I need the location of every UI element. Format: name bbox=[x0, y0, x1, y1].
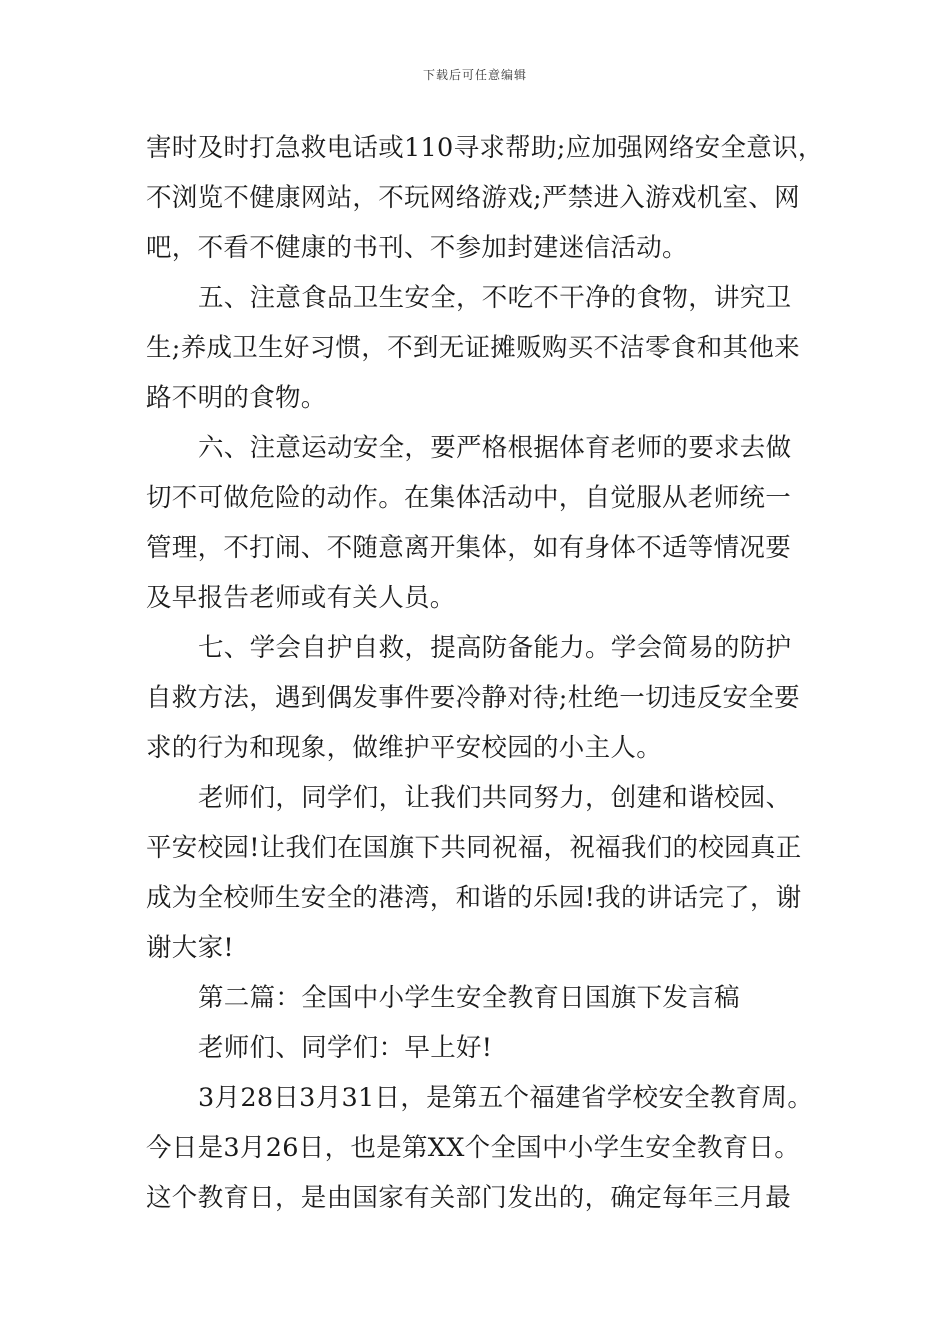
section-heading-part-two bbox=[146, 976, 816, 1026]
text-line: 自救方法，遇到偶发事件要冷静对待;杜绝一切违反安全要 bbox=[146, 683, 800, 713]
text-line: 切不可做危险的动作。在集体活动中，自觉服从老师统一 bbox=[146, 483, 792, 513]
paragraph-item-5-food-safety bbox=[146, 276, 816, 426]
text-line: 不浏览不健康网站，不玩网络游戏;严禁进入游戏机室、网 bbox=[146, 183, 800, 213]
paragraph-safety-network bbox=[146, 126, 824, 276]
paragraph-greeting bbox=[146, 1026, 816, 1076]
document-body bbox=[146, 126, 824, 1226]
paragraph-item-7-self-protection bbox=[146, 626, 816, 776]
text-line: 害时及时打急救电话或110寻求帮助;应加强网络安全意识， bbox=[146, 133, 824, 163]
text-line: 路不明的食物。 bbox=[146, 383, 327, 413]
text-line: 及早报告老师或有关人员。 bbox=[146, 583, 456, 613]
paragraph-item-6-sports-safety bbox=[146, 426, 816, 626]
text-line: 老师们，同学们，让我们共同努力，创建和谐校园、 bbox=[198, 783, 792, 813]
text-line: 老师们、同学们：早上好! bbox=[198, 1033, 493, 1063]
page-header: 下载后可任意编辑 bbox=[422, 68, 527, 82]
text-line: 平安校园!让我们在国旗下共同祝福，祝福我们的校园真正 bbox=[146, 833, 802, 863]
text-line: 吧，不看不健康的书刊、不参加封建迷信活动。 bbox=[146, 233, 688, 263]
text-line: 五、注意食品卫生安全，不吃不干净的食物，讲究卫 bbox=[198, 283, 792, 313]
paragraph-education-week bbox=[146, 1076, 816, 1226]
text-line: 谢大家! bbox=[146, 933, 234, 963]
paragraph-closing bbox=[146, 776, 816, 976]
text-line: 第二篇：全国中小学生安全教育日国旗下发言稿 bbox=[198, 983, 740, 1013]
text-line: 3月28日3月31日，是第五个福建省学校安全教育周。 bbox=[198, 1083, 814, 1113]
text-line: 这个教育日，是由国家有关部门发出的，确定每年三月最 bbox=[146, 1183, 792, 1213]
text-line: 成为全校师生安全的港湾，和谐的乐园!我的讲话完了，谢 bbox=[146, 883, 802, 913]
text-line: 生;养成卫生好习惯，不到无证摊贩购买不洁零食和其他来 bbox=[146, 333, 800, 363]
text-line: 六、注意运动安全，要严格根据体育老师的要求去做 bbox=[198, 433, 792, 463]
text-line: 七、学会自护自救，提高防备能力。学会简易的防护 bbox=[198, 633, 792, 663]
text-line: 管理，不打闹、不随意离开集体，如有身体不适等情况要 bbox=[146, 533, 792, 563]
text-line: 求的行为和现象，做维护平安校园的小主人。 bbox=[146, 733, 663, 763]
text-line: 今日是3月26日，也是第XX个全国中小学生安全教育日。 bbox=[146, 1133, 801, 1163]
